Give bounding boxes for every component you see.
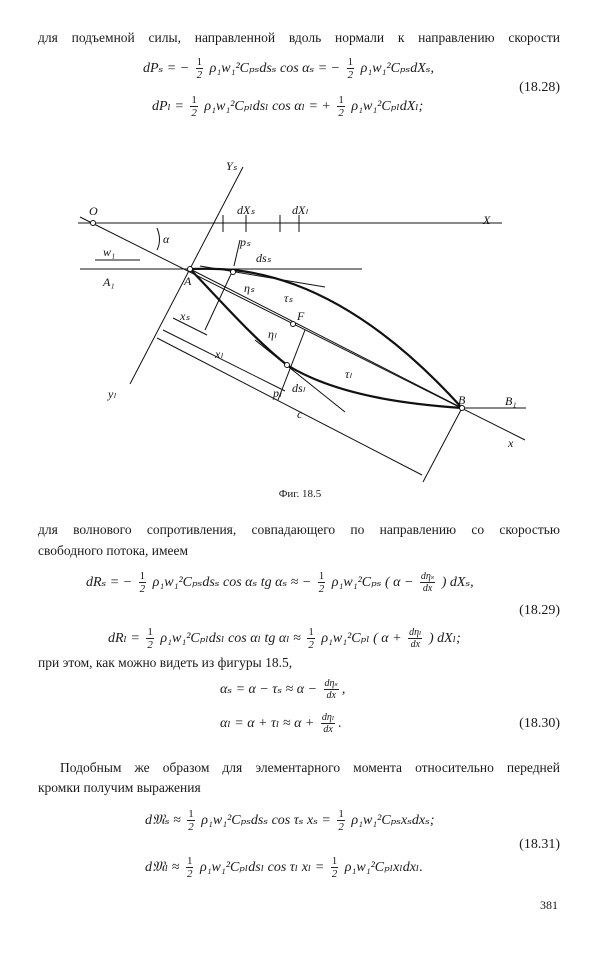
fraction — [408, 627, 422, 650]
fraction-numerator: 1 — [318, 570, 325, 582]
equation-term: d𝔐ₗ ≈ — [145, 860, 183, 875]
alpha-arc — [157, 228, 160, 250]
fraction-denominator: dx — [326, 690, 336, 701]
equation-dPs — [143, 56, 434, 81]
equation-term: . — [338, 715, 342, 731]
equation-dPl — [152, 94, 423, 119]
fraction-numerator: 1 — [338, 94, 344, 106]
fraction — [307, 626, 315, 651]
equation-number: (18.31) — [519, 837, 560, 852]
equation-dMs — [145, 808, 435, 833]
equation-term: dRₛ = − — [86, 575, 136, 590]
equation-term: d𝔐ₛ ≈ — [145, 813, 185, 828]
fraction — [146, 626, 154, 651]
label-F: F — [297, 309, 305, 323]
label-etal: ηₗ — [268, 327, 276, 341]
fraction-numerator: 1 — [196, 56, 203, 68]
fraction-numerator: 1 — [338, 808, 344, 820]
figure-caption: Фиг. 18.5 — [278, 488, 322, 500]
paragraph-figure-ref: при этом, как можно видеть из фигуры 18.5, — [38, 655, 293, 670]
label-xl: xₗ — [215, 347, 223, 361]
dim-xl — [163, 330, 285, 391]
dim-c — [157, 338, 422, 475]
label-x: x — [508, 436, 514, 450]
fraction-numerator: 1 — [191, 94, 197, 106]
fraction-denominator: 2 — [191, 107, 197, 119]
fraction-numerator: 1 — [331, 855, 338, 867]
fraction-numerator: 1 — [186, 855, 193, 867]
fraction-denominator: 2 — [318, 583, 325, 595]
equation-alpha-s — [220, 678, 345, 701]
label-pl: pₗ — [273, 386, 281, 400]
equation-term: ρ₁w₁²Cₚₛ ( α − — [328, 575, 417, 590]
fraction-denominator: 2 — [338, 107, 344, 119]
equation-term: , — [341, 681, 346, 697]
fraction-denominator: 2 — [188, 821, 194, 833]
equation-number: (18.29) — [519, 603, 560, 618]
label-w1: w₁ — [103, 245, 116, 259]
label-dss: dsₛ — [256, 251, 272, 265]
fraction-denominator: 2 — [347, 69, 354, 81]
label-ps: pₛ — [240, 235, 251, 249]
equation-term: αₛ = α − τₛ ≈ α − — [220, 682, 321, 697]
equation-term: ρ₁w₁²CₚₛdXₛ, — [357, 61, 435, 76]
equation-term: ) dXₛ, — [438, 575, 474, 590]
fraction — [321, 712, 335, 735]
equation-term: ρ₁w₁²Cₚₗdsₗ cos αₗ = + — [200, 99, 335, 114]
equation-dRl — [108, 626, 461, 651]
extension-s — [205, 272, 232, 330]
equation-alpha-l — [220, 712, 342, 735]
page-number: 381 — [540, 898, 558, 912]
paragraph-moment: Подобным же образом для элементарного момента относительно передней — [60, 760, 560, 775]
fraction-numerator: 1 — [188, 808, 194, 820]
label-xs: xₛ — [180, 309, 190, 323]
fraction-denominator: 2 — [186, 868, 193, 880]
fraction — [318, 570, 326, 595]
equation-term: ρ₁w₁²Cₚₛxₛdxₛ; — [347, 813, 435, 828]
fraction-denominator: 2 — [147, 639, 153, 651]
equation-term: ρ₁w₁²CₚₗdXₗ; — [347, 99, 424, 114]
label-yl: yₗ — [108, 387, 116, 401]
equation-number: (18.28) — [519, 80, 560, 95]
extension-b — [423, 408, 462, 482]
fraction-numerator: dηₛ — [324, 678, 338, 689]
label-alpha: α — [163, 232, 170, 246]
label-A: A — [184, 274, 192, 288]
fraction — [331, 855, 339, 880]
fraction-denominator: 2 — [196, 69, 203, 81]
fraction-denominator: 2 — [139, 583, 146, 595]
fraction-denominator: dx — [422, 583, 433, 594]
equation-term: dPₗ = — [152, 99, 188, 114]
fraction — [324, 678, 339, 701]
equation-term: αₗ = α + τₗ ≈ α + — [220, 716, 318, 731]
label-B1: B₁ — [505, 394, 517, 408]
equation-term: dRₗ = — [108, 631, 144, 646]
label-etas: ηₛ — [244, 281, 255, 295]
fraction — [420, 571, 435, 594]
dim-xs — [173, 318, 207, 335]
figure-airfoil-diagram — [0, 150, 600, 490]
label-X: X — [483, 213, 491, 227]
label-Ys: Yₛ — [226, 159, 238, 173]
label-B: B — [458, 393, 466, 407]
fraction — [337, 808, 345, 833]
label-dXs: dXₛ — [237, 203, 255, 217]
fraction-numerator: dηₗ — [321, 712, 335, 723]
fraction — [139, 570, 147, 595]
label-taul: τₗ — [345, 367, 352, 381]
label-taus: τₛ — [284, 291, 293, 305]
equation-dRs — [86, 570, 474, 595]
fraction-denominator: 2 — [308, 639, 314, 651]
fraction — [190, 94, 198, 119]
equation-term: ρ₁w₁²Cₚₗ ( α + — [317, 631, 406, 646]
equation-term: ρ₁w₁²Cₚₗxₗdxₗ. — [341, 860, 423, 875]
equation-term: dPₛ = − — [143, 61, 193, 76]
label-O: O — [89, 204, 98, 218]
fraction — [347, 56, 355, 81]
fraction-numerator: 1 — [147, 626, 153, 638]
paragraph-lift: для подъемной силы, направленной вдоль нормали к направлению скорости — [38, 30, 560, 45]
chord-line-ab — [190, 269, 462, 408]
equation-term: ρ₁w₁²Cₚₗdsₗ cos αₗ tg αₗ ≈ — [156, 631, 305, 646]
fraction-numerator: 1 — [139, 570, 146, 582]
fraction-numerator: dηₗ — [409, 627, 422, 638]
paragraph-wave-drag: для волнового сопротивления, совпадающего по направлению со скоростью — [38, 522, 560, 537]
fraction — [187, 808, 195, 833]
equation-number: (18.30) — [519, 716, 560, 731]
tangent-line-l — [255, 340, 345, 412]
fraction-numerator: dηₛ — [420, 571, 435, 582]
equation-term: ρ₁w₁²Cₚₛdsₛ cos τₛ xₛ = — [197, 813, 335, 828]
fraction-numerator: 1 — [308, 626, 314, 638]
paragraph-wave-drag-cont: свободного потока, имеем — [38, 543, 189, 558]
fraction — [196, 56, 204, 81]
fraction — [186, 855, 194, 880]
fraction-numerator: 1 — [347, 56, 354, 68]
equation-term: ρ₁w₁²Cₚₗdsₗ cos τₗ xₗ = — [196, 860, 328, 875]
label-dXl: dXₗ — [292, 203, 308, 217]
equation-dMl — [145, 855, 423, 880]
equation-term: ρ₁w₁²Cₚₛdsₛ cos αₛ tg αₛ ≈ − — [149, 575, 315, 590]
label-c: c — [297, 407, 303, 421]
fraction — [337, 94, 345, 119]
equation-term: ρ₁w₁²Cₚₛdsₛ cos αₛ = − — [206, 61, 344, 76]
equation-term: ) dXₗ; — [425, 631, 461, 646]
fraction-denominator: 2 — [331, 868, 338, 880]
label-A1: A₁ — [103, 275, 115, 289]
fraction-denominator: 2 — [338, 821, 344, 833]
label-dsl: dsₗ — [292, 381, 305, 395]
paragraph-moment-cont: кромки получим выражения — [38, 780, 201, 795]
fraction-denominator: dx — [410, 639, 421, 650]
fraction-denominator: dx — [323, 724, 333, 735]
